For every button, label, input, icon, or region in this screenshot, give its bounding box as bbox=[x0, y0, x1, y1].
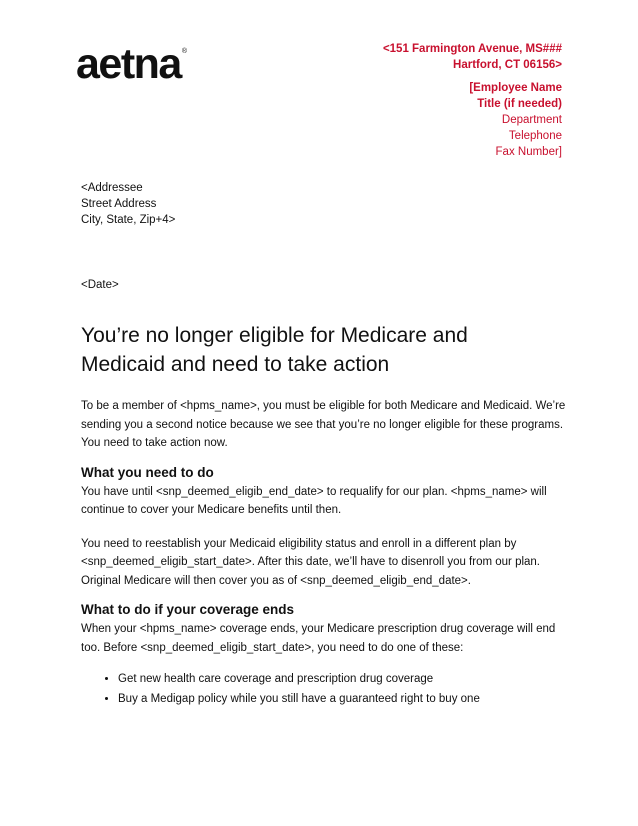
sender-address-line1: <151 Farmington Avenue, MS### bbox=[382, 43, 562, 55]
intro-paragraph: To be a member of <hpms_name>, you must be eligible for both Medicare and Medicaid. We’re sending you a second notice because we see that you’re no longer eligible for these programs. You need to take action now. bbox=[81, 400, 566, 449]
sender-block bbox=[383, 41, 562, 160]
letter-title: You’re no longer eligible for Medicare and Medicaid and need to take action bbox=[81, 324, 468, 376]
sender-name: [Employee Name bbox=[469, 82, 562, 94]
section-heading-what-to-do: What you need to do bbox=[81, 464, 214, 480]
addressee-line2: Street Address bbox=[81, 198, 157, 210]
addressee-line3: City, State, Zip+4> bbox=[81, 214, 176, 226]
sender-department: Department bbox=[501, 114, 562, 126]
letter-body bbox=[81, 397, 571, 709]
list-item: • Buy a Medigap policy while you still have a guaranteed right to buy one bbox=[118, 689, 571, 709]
sender-address-line2: Hartford, CT 06156> bbox=[453, 59, 562, 71]
section1-paragraph2: You need to reestablish your Medicaid eligibility status and enroll in a different plan by <snp_deemed_eligib_start_date>. After this date, we’ll have to disenroll you from our plan. Original Medicare will then cover you as of <snp_deemed_eligib_end_date>. bbox=[81, 537, 541, 587]
section1-paragraph1: You have until <snp_deemed_eligib_end_date> to requalify for our plan. <hpms_name> will continue to cover your Medicare benefits until then. bbox=[81, 485, 547, 516]
section-heading-coverage-ends: What to do if your coverage ends bbox=[81, 602, 295, 617]
addressee-block bbox=[81, 180, 175, 228]
list-item: • Get new health care coverage and prescription drug coverage bbox=[118, 669, 571, 689]
letter-date: <Date> bbox=[81, 279, 119, 291]
addressee-line1: <Addressee bbox=[81, 182, 143, 194]
sender-fax: Fax Number] bbox=[495, 146, 562, 158]
logo-wordmark: aetna bbox=[76, 40, 181, 88]
section2-paragraph1: When your <hpms_name> coverage ends, your Medicare prescription drug coverage will end too. Before <snp_deemed_eligib_start_date>, you need to do one of these: bbox=[81, 623, 556, 654]
options-list bbox=[81, 669, 571, 709]
registered-mark: ® bbox=[181, 48, 188, 55]
sender-telephone: Telephone bbox=[508, 130, 562, 142]
aetna-logo bbox=[76, 40, 188, 88]
sender-title: Title (if needed) bbox=[477, 98, 562, 110]
